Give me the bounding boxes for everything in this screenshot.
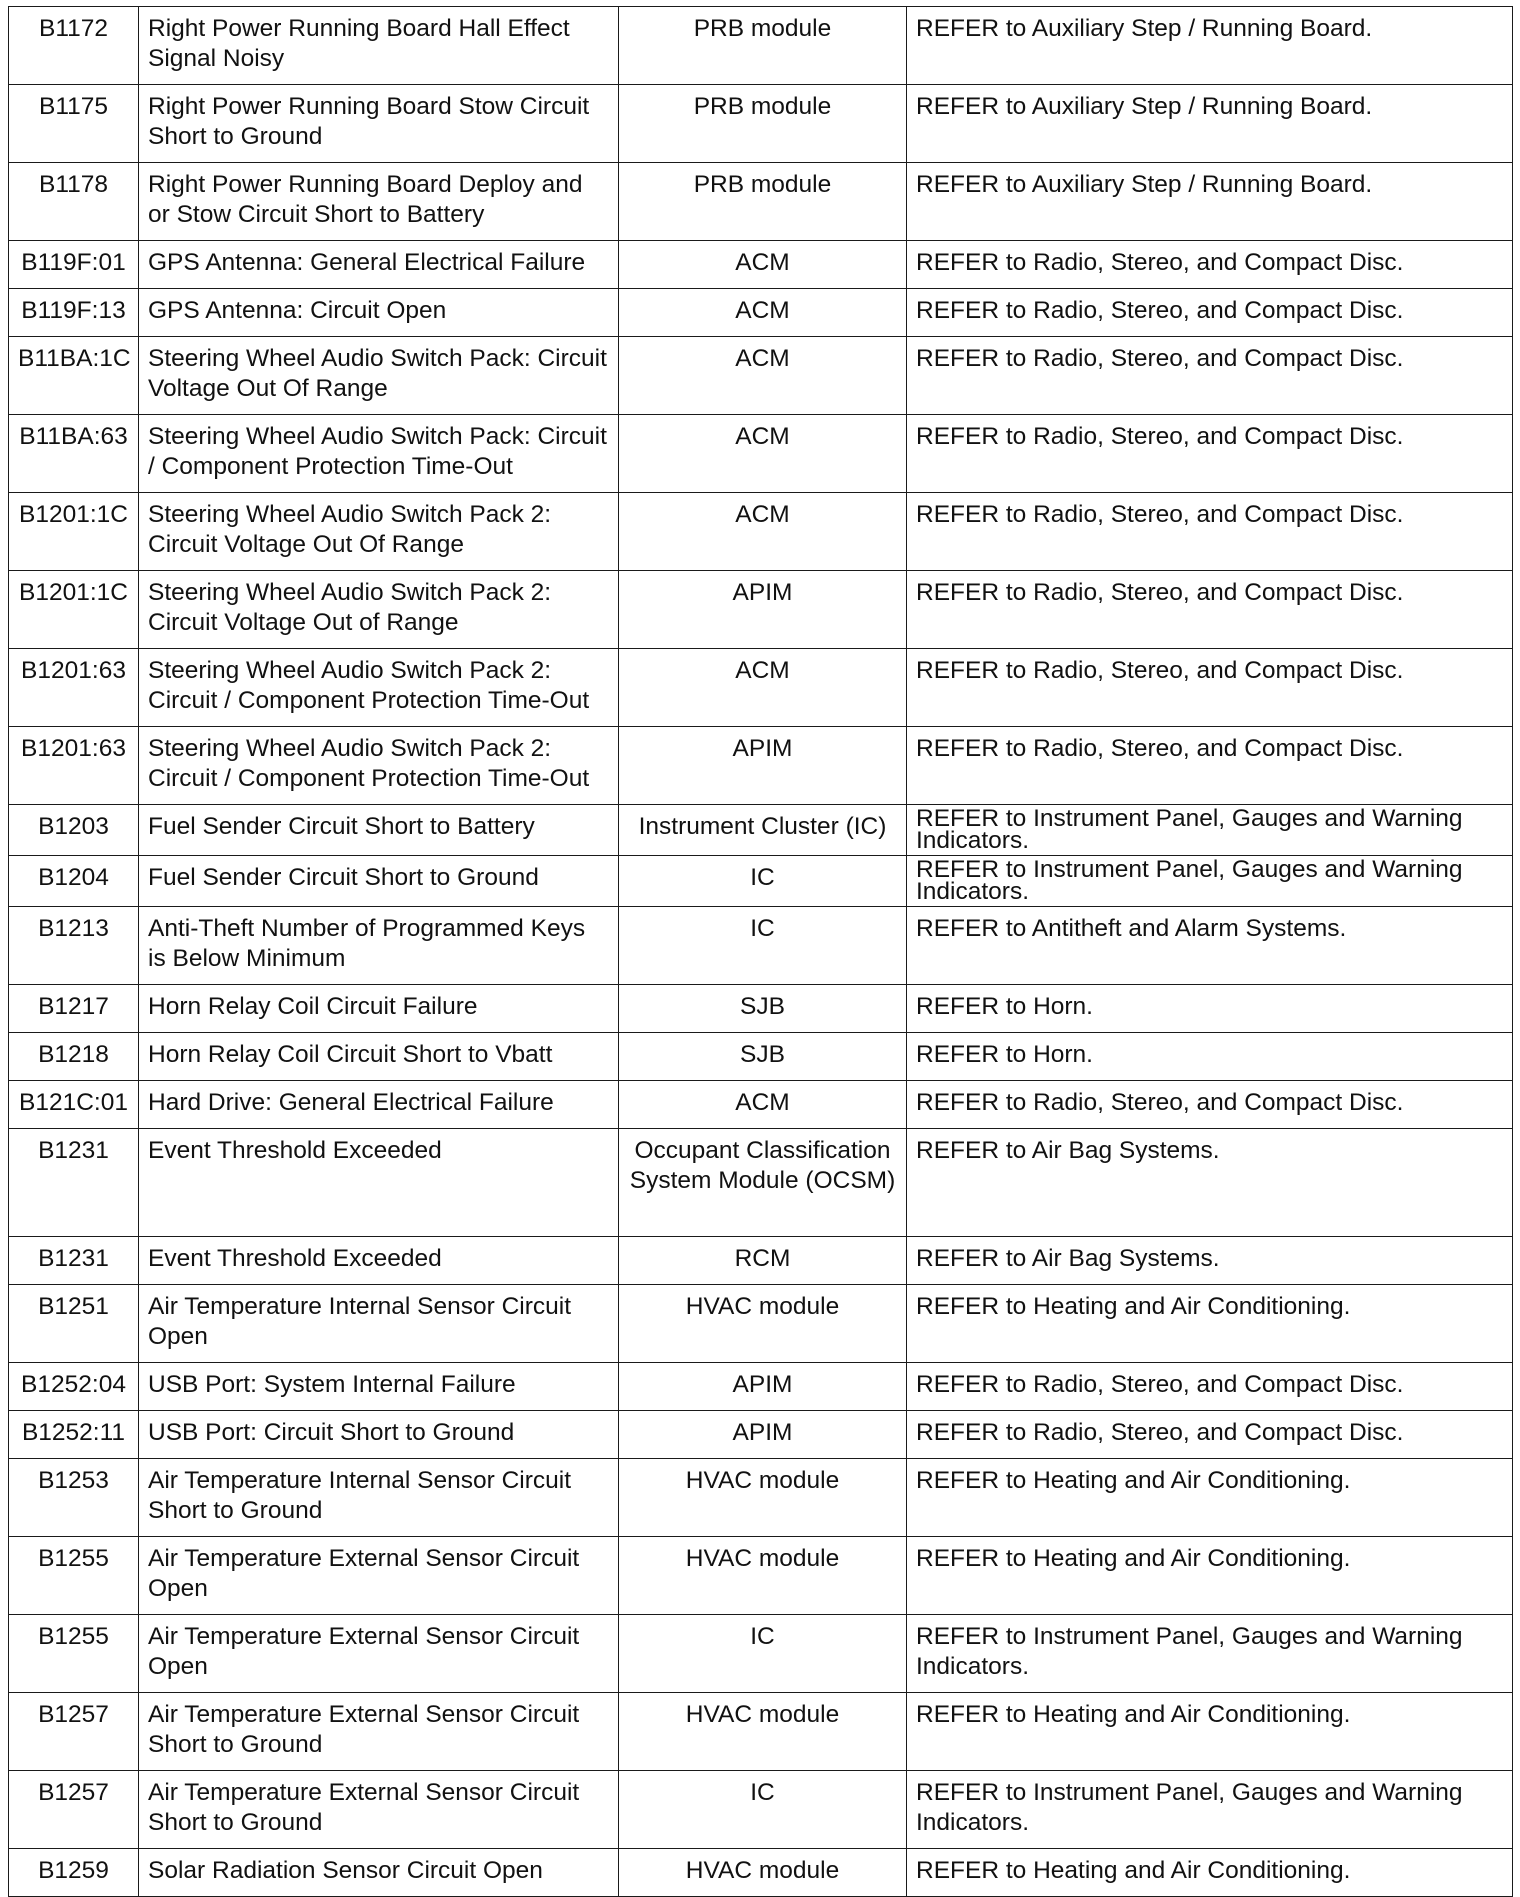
dtc-action: REFER to Auxiliary Step / Running Board. [907,85,1513,163]
dtc-description: Anti-Theft Number of Programmed Keys is Below Minimum [139,907,619,985]
table-row [9,649,1513,727]
dtc-description: Fuel Sender Circuit Short to Ground [139,856,619,907]
dtc-module: ACM [619,1081,907,1129]
dtc-module: SJB [619,985,907,1033]
table-row [9,289,1513,337]
dtc-module: ACM [619,415,907,493]
table-row [9,1693,1513,1771]
dtc-description: Steering Wheel Audio Switch Pack 2: Circuit / Component Protection Time-Out [139,649,619,727]
dtc-module: APIM [619,571,907,649]
dtc-action: REFER to Radio, Stereo, and Compact Disc. [907,1081,1513,1129]
dtc-description: Right Power Running Board Hall Effect Signal Noisy [139,7,619,85]
dtc-module: PRB module [619,163,907,241]
dtc-code: B1213 [9,907,139,985]
dtc-code: B1251 [9,1285,139,1363]
dtc-description: USB Port: System Internal Failure [139,1363,619,1411]
dtc-description: Horn Relay Coil Circuit Short to Vbatt [139,1033,619,1081]
dtc-module: HVAC module [619,1285,907,1363]
dtc-module: IC [619,1771,907,1849]
dtc-description: Fuel Sender Circuit Short to Battery [139,805,619,856]
dtc-description: Hard Drive: General Electrical Failure [139,1081,619,1129]
dtc-description: USB Port: Circuit Short to Ground [139,1411,619,1459]
dtc-action: REFER to Instrument Panel, Gauges and Warning Indicators. [907,805,1513,856]
dtc-action: REFER to Radio, Stereo, and Compact Disc. [907,571,1513,649]
dtc-description: Steering Wheel Audio Switch Pack: Circuit Voltage Out Of Range [139,337,619,415]
dtc-code: B1175 [9,85,139,163]
table-row [9,1771,1513,1849]
dtc-description: Right Power Running Board Stow Circuit Short to Ground [139,85,619,163]
dtc-code: B1201:63 [9,727,139,805]
dtc-description: Air Temperature External Sensor Circuit Open [139,1537,619,1615]
dtc-table [8,6,1513,1897]
dtc-code: B1255 [9,1537,139,1615]
table-row [9,1537,1513,1615]
dtc-description: Event Threshold Exceeded [139,1129,619,1237]
dtc-description: Steering Wheel Audio Switch Pack 2: Circuit / Component Protection Time-Out [139,727,619,805]
dtc-description: Solar Radiation Sensor Circuit Open [139,1849,619,1897]
dtc-action: REFER to Heating and Air Conditioning. [907,1537,1513,1615]
dtc-code: B1257 [9,1771,139,1849]
dtc-code: B119F:13 [9,289,139,337]
dtc-description: Horn Relay Coil Circuit Failure [139,985,619,1033]
dtc-action: REFER to Radio, Stereo, and Compact Disc. [907,289,1513,337]
dtc-description: Air Temperature Internal Sensor Circuit Open [139,1285,619,1363]
table-row [9,985,1513,1033]
dtc-code: B1253 [9,1459,139,1537]
dtc-code: B1231 [9,1129,139,1237]
dtc-description: Air Temperature External Sensor Circuit Open [139,1615,619,1693]
dtc-code: B1203 [9,805,139,856]
dtc-module: APIM [619,1411,907,1459]
dtc-description: Steering Wheel Audio Switch Pack 2: Circuit Voltage Out Of Range [139,493,619,571]
dtc-action: REFER to Auxiliary Step / Running Board. [907,7,1513,85]
table-row [9,727,1513,805]
dtc-action: REFER to Radio, Stereo, and Compact Disc. [907,727,1513,805]
dtc-action: REFER to Heating and Air Conditioning. [907,1693,1513,1771]
dtc-action: REFER to Heating and Air Conditioning. [907,1849,1513,1897]
dtc-module: ACM [619,241,907,289]
dtc-action: REFER to Radio, Stereo, and Compact Disc. [907,241,1513,289]
dtc-module: IC [619,1615,907,1693]
dtc-action: REFER to Horn. [907,1033,1513,1081]
table-row [9,7,1513,85]
table-row [9,1849,1513,1897]
dtc-module: IC [619,856,907,907]
dtc-description: Air Temperature External Sensor Circuit Short to Ground [139,1771,619,1849]
table-row [9,493,1513,571]
table-row [9,1237,1513,1285]
dtc-module: HVAC module [619,1459,907,1537]
dtc-code: B1204 [9,856,139,907]
dtc-module: PRB module [619,85,907,163]
dtc-code: B1252:04 [9,1363,139,1411]
table-row [9,1285,1513,1363]
dtc-code: B1172 [9,7,139,85]
dtc-module: Instrument Cluster (IC) [619,805,907,856]
dtc-code: B121C:01 [9,1081,139,1129]
dtc-module: ACM [619,649,907,727]
dtc-description: GPS Antenna: Circuit Open [139,289,619,337]
dtc-action: REFER to Auxiliary Step / Running Board. [907,163,1513,241]
dtc-action: REFER to Radio, Stereo, and Compact Disc. [907,1363,1513,1411]
dtc-action: REFER to Instrument Panel, Gauges and Warning Indicators. [907,1615,1513,1693]
dtc-module: HVAC module [619,1693,907,1771]
dtc-action: REFER to Radio, Stereo, and Compact Disc. [907,337,1513,415]
dtc-code: B1201:1C [9,493,139,571]
dtc-code: B1255 [9,1615,139,1693]
table-row [9,163,1513,241]
dtc-module: ACM [619,337,907,415]
table-row [9,907,1513,985]
dtc-table-page [8,6,1513,1897]
table-row [9,856,1513,907]
dtc-action: REFER to Radio, Stereo, and Compact Disc. [907,493,1513,571]
dtc-description: Air Temperature Internal Sensor Circuit Short to Ground [139,1459,619,1537]
dtc-code: B1201:63 [9,649,139,727]
table-row [9,1363,1513,1411]
dtc-description: Steering Wheel Audio Switch Pack 2: Circuit Voltage Out of Range [139,571,619,649]
dtc-code: B119F:01 [9,241,139,289]
table-row [9,337,1513,415]
table-row [9,415,1513,493]
dtc-code: B1252:11 [9,1411,139,1459]
table-row [9,1459,1513,1537]
dtc-module: PRB module [619,7,907,85]
dtc-module: HVAC module [619,1849,907,1897]
dtc-action: REFER to Heating and Air Conditioning. [907,1285,1513,1363]
dtc-module: IC [619,907,907,985]
dtc-description: Air Temperature External Sensor Circuit Short to Ground [139,1693,619,1771]
table-row [9,1081,1513,1129]
dtc-code: B1201:1C [9,571,139,649]
dtc-module: SJB [619,1033,907,1081]
dtc-action: REFER to Instrument Panel, Gauges and Warning Indicators. [907,856,1513,907]
dtc-action: REFER to Antitheft and Alarm Systems. [907,907,1513,985]
dtc-action: REFER to Instrument Panel, Gauges and Warning Indicators. [907,1771,1513,1849]
dtc-action: REFER to Air Bag Systems. [907,1129,1513,1237]
dtc-module: APIM [619,1363,907,1411]
dtc-code: B11BA:1C [9,337,139,415]
dtc-action: REFER to Radio, Stereo, and Compact Disc. [907,415,1513,493]
dtc-description: Steering Wheel Audio Switch Pack: Circuit / Component Protection Time-Out [139,415,619,493]
dtc-action: REFER to Heating and Air Conditioning. [907,1459,1513,1537]
dtc-module: HVAC module [619,1537,907,1615]
dtc-module: APIM [619,727,907,805]
table-row [9,1411,1513,1459]
dtc-action: REFER to Radio, Stereo, and Compact Disc. [907,1411,1513,1459]
dtc-description: GPS Antenna: General Electrical Failure [139,241,619,289]
table-row [9,241,1513,289]
dtc-module: ACM [619,493,907,571]
table-row [9,571,1513,649]
dtc-description: Right Power Running Board Deploy and or Stow Circuit Short to Battery [139,163,619,241]
dtc-module: RCM [619,1237,907,1285]
dtc-code: B1218 [9,1033,139,1081]
dtc-code: B1257 [9,1693,139,1771]
dtc-table-body [9,7,1513,1897]
table-row [9,805,1513,856]
dtc-action: REFER to Radio, Stereo, and Compact Disc. [907,649,1513,727]
dtc-description: Event Threshold Exceeded [139,1237,619,1285]
table-row [9,1615,1513,1693]
dtc-action: REFER to Air Bag Systems. [907,1237,1513,1285]
dtc-code: B11BA:63 [9,415,139,493]
dtc-action: REFER to Horn. [907,985,1513,1033]
dtc-module: Occupant Classification System Module (OCSM) [619,1129,907,1237]
dtc-module: ACM [619,289,907,337]
dtc-code: B1178 [9,163,139,241]
table-row [9,1129,1513,1237]
table-row [9,1033,1513,1081]
dtc-code: B1231 [9,1237,139,1285]
dtc-code: B1259 [9,1849,139,1897]
dtc-code: B1217 [9,985,139,1033]
table-row [9,85,1513,163]
